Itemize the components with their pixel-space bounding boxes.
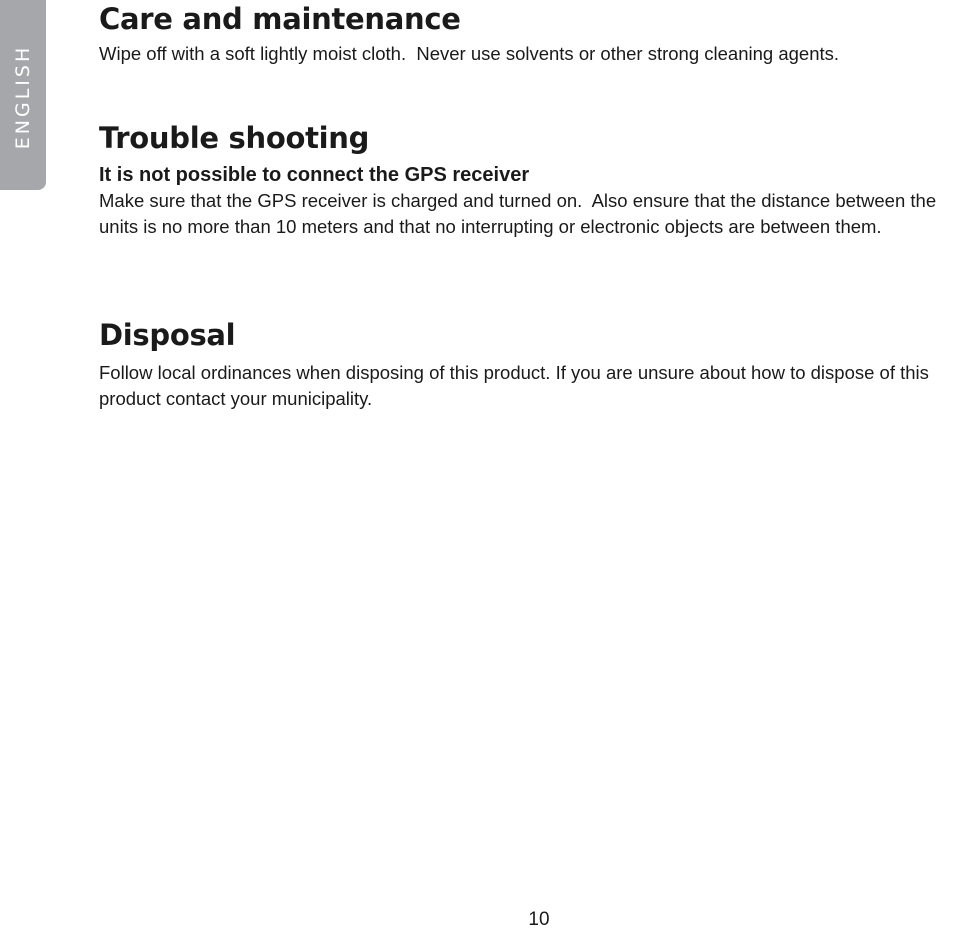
care-section bbox=[99, 2, 957, 67]
page-number: 10 bbox=[528, 909, 550, 930]
trouble-subheading: It is not possible to connect the GPS receiver bbox=[99, 164, 530, 186]
care-body: Wipe off with a soft lightly moist cloth. Never use solvents or other strong cleaning agents. bbox=[99, 43, 840, 64]
disposal-heading: Disposal bbox=[99, 318, 236, 352]
language-tab-label: ENGLISH bbox=[12, 44, 34, 150]
disposal-section bbox=[99, 318, 957, 411]
language-tab bbox=[0, 0, 46, 190]
disposal-body: Follow local ordinances when disposing of this product. If you are unsure about how to dispose of this product contact your municipality. bbox=[99, 362, 929, 409]
trouble-body: Make sure that the GPS receiver is charged and turned on. Also ensure that the distance between the units is no more than 10 meters and that no interrupting or electronic objects are between them. bbox=[99, 190, 942, 237]
trouble-heading: Trouble shooting bbox=[99, 121, 370, 155]
trouble-section bbox=[99, 121, 957, 239]
care-heading: Care and maintenance bbox=[99, 2, 461, 36]
